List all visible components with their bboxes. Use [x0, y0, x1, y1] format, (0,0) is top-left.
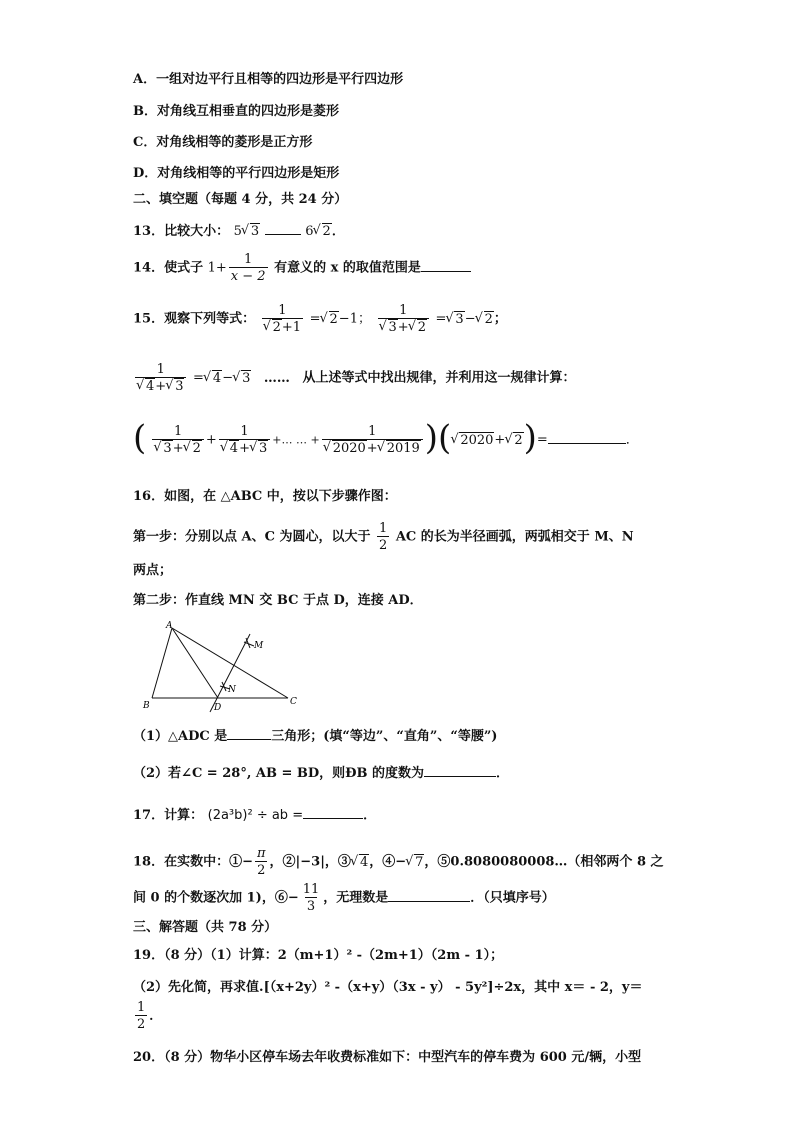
line-mn — [210, 634, 250, 712]
q15-eq1-tail: −1； — [338, 311, 371, 327]
q18-sqrt4: √ 4 — [351, 855, 369, 870]
label-c: C — [290, 697, 297, 707]
question-19-line1: 19．（8 分）（1）计算：2（m+1）² -（2m+1）（2m - 1）； — [133, 948, 504, 963]
q15-term1: 1 √ 3+√ 2 — [152, 424, 203, 456]
q16-half-fraction: $\frac{1}{2}$ — [379, 521, 388, 553]
q15-eq2-fraction: 1 √ 3+√ 2 — [378, 303, 429, 335]
question-16-step1-cont: 两点； — [133, 563, 173, 578]
question-19-line2: （2）先化简，再求值.[（x+2y）² -（x+y）（3x - y） - 5y²]÷2x，其中 x＝ - 2，y＝ — [133, 980, 643, 995]
q14-one-plus: 1+ — [207, 260, 227, 276]
q14-fraction: $\frac{1}{x - 2}$ — [230, 252, 266, 284]
q19-half-fraction: $\frac{1}{2}$ — [137, 1000, 146, 1032]
question-16-step1 — [133, 521, 634, 553]
q18-pi-fraction: $\frac{\pi}{2}$ — [256, 846, 266, 878]
arc-mark-m — [244, 638, 254, 648]
question-15-line1: 15．观察下列等式： 1 √ 2+1 =√ 2−1； 1 √ 3+√ 2 =√ 3−√ 2； — [133, 303, 507, 335]
q13-end: ． — [331, 224, 345, 239]
q15-eq3-minus: − — [222, 370, 234, 386]
q15-eq2-end: ； — [493, 311, 507, 327]
q15-dots: …… — [263, 370, 290, 386]
q18-eleven-thirds: $\frac{11}{3}$ — [302, 882, 320, 914]
q19-end: ． — [149, 1008, 163, 1024]
option-b: B．对角线互相垂直的四边形是菱形 — [133, 104, 339, 119]
q15-factor-a: √ 2020 — [451, 433, 494, 448]
question-17 — [133, 804, 376, 823]
question-18-line2 — [133, 882, 555, 914]
question-15-line2 — [133, 362, 575, 394]
q13-prefix: 13．比较大小： — [133, 224, 230, 239]
q13-coef-a: 5 — [233, 224, 242, 239]
q18-answer-blank[interactable] — [388, 889, 470, 902]
section-answer-heading: 三、解答题（共 78 分） — [133, 920, 278, 935]
q15-prefix: 15．观察下列等式： — [133, 311, 256, 327]
q13-sqrt-a: √ 3 — [242, 224, 260, 239]
triangle-figure — [140, 620, 310, 715]
q15-eq2-rhs-b: √ 2 — [476, 312, 494, 327]
option-c: C．对角线相等的菱形是正方形 — [133, 135, 313, 150]
q13-coef-b: 6 — [305, 224, 314, 239]
question-15-expression: ( 1 √ 3+√ 2 + 1 √ 4+√ 3 +… … + 1 √ 2020+√ 2019 )(√ 2020+√ 2)= ． — [133, 424, 639, 456]
q16-step1-part-b: AC 的长为半径画弧，两弧相交于 M、N — [395, 529, 634, 545]
question-18-line1 — [133, 846, 664, 878]
q17-prefix: 17．计算： — [133, 808, 204, 823]
question-16-title: 16．如图，在 △ABC 中，按以下步骤作图： — [133, 489, 397, 504]
q16-sub2-blank[interactable] — [424, 764, 496, 777]
segment-ad — [172, 628, 218, 698]
question-13 — [133, 220, 345, 239]
q15-term3: 1 √ 2020+√ 2019 — [322, 424, 423, 456]
q18-line2-part-c: ．（只填序号） — [470, 890, 555, 906]
q18-mid2: ，④− — [369, 854, 407, 870]
q15-equals: = — [536, 432, 548, 448]
q13-answer-blank[interactable] — [265, 222, 301, 235]
q15-eq3-rhs-a: √ 4 — [204, 371, 222, 386]
label-n: N — [228, 685, 236, 695]
label-b: B — [143, 701, 150, 711]
q16-sub1-part-b: 三角形；(填“等边”、“直角”、“等腰”) — [271, 729, 498, 744]
q13-sqrt-b: √ 2 — [314, 224, 332, 239]
q15-eq1-fraction: 1 √ 2+1 — [262, 303, 303, 335]
label-m: M — [254, 641, 264, 651]
q15-eq2-rhs-a: √ 3 — [446, 312, 464, 327]
q18-mid3: ，⑤0.8080080008…（相邻两个 8 之 — [424, 854, 664, 870]
q16-sub2-part-a: （2）若∠C = 28°, AB = BD，则ÐB 的度数为 — [133, 766, 425, 781]
q15-eq2-minus: − — [464, 311, 476, 327]
q14-answer-blank[interactable] — [421, 259, 471, 272]
q14-prefix: 14．使式子 — [133, 260, 204, 276]
q15-eq1-rhs: √ 2 — [321, 312, 339, 327]
q18-sqrt7: √ 7 — [406, 855, 424, 870]
q18-line2-part-a: 间 0 的个数逐次加 1)，⑥− — [133, 890, 299, 906]
q15-term2: 1 √ 4+√ 3 — [219, 424, 270, 456]
q15-answer-blank[interactable] — [548, 431, 626, 444]
q17-end: ． — [363, 808, 377, 823]
q18-mid1: ，②|−3|，③ — [269, 854, 351, 870]
option-a: A．一组对边平行且相等的四边形是平行四边形 — [133, 72, 404, 87]
q18-prefix: 18．在实数中：①− — [133, 854, 253, 870]
q16-sub2-end: ． — [496, 766, 510, 781]
q16-step1-part-a: 第一步：分别以点 A、C 为圆心，以大于 — [133, 529, 371, 545]
q15-ellipsis: +… … + — [272, 433, 320, 447]
q17-answer-blank[interactable] — [303, 806, 363, 819]
q18-line2-part-b: ，无理数是 — [323, 890, 389, 906]
q14-suffix: 有意义的 x 的取值范围是 — [274, 260, 421, 276]
q15-end: ． — [625, 432, 639, 448]
option-d: D．对角线相等的平行四边形是矩形 — [133, 166, 340, 181]
q15-eq3-rhs-b: √ 3 — [233, 371, 251, 386]
question-16-step2: 第二步：作直线 MN 交 BC 于点 D，连接 AD． — [133, 593, 423, 608]
q15-eq3-fraction: 1 √ 4+√ 3 — [135, 362, 186, 394]
question-20: 20．（8 分）物华小区停车场去年收费标准如下：中型汽车的停车费为 600 元/辆，小型 — [133, 1050, 642, 1065]
label-d: D — [214, 703, 222, 713]
question-19-line3 — [133, 1000, 162, 1032]
q16-sub1-part-a: （1）△ADC 是 — [133, 729, 228, 744]
section-fill-in-heading: 二、填空题（每题 4 分，共 24 分） — [133, 192, 348, 207]
q15-eq3-equals: = — [193, 370, 204, 386]
side-ab — [152, 628, 172, 698]
q15-plus: + — [494, 432, 506, 448]
q16-sub1-blank[interactable] — [227, 727, 271, 740]
question-14 — [133, 252, 471, 284]
q15-instruction: 从上述等式中找出规律，并利用这一规律计算： — [302, 370, 576, 386]
q17-expression: (2a³b)² ÷ ab = — [207, 808, 304, 823]
q15-factor-b: √ 2 — [505, 433, 523, 448]
question-16-sub2 — [133, 762, 509, 781]
label-a: A — [166, 621, 173, 631]
question-16-sub1 — [133, 725, 497, 744]
